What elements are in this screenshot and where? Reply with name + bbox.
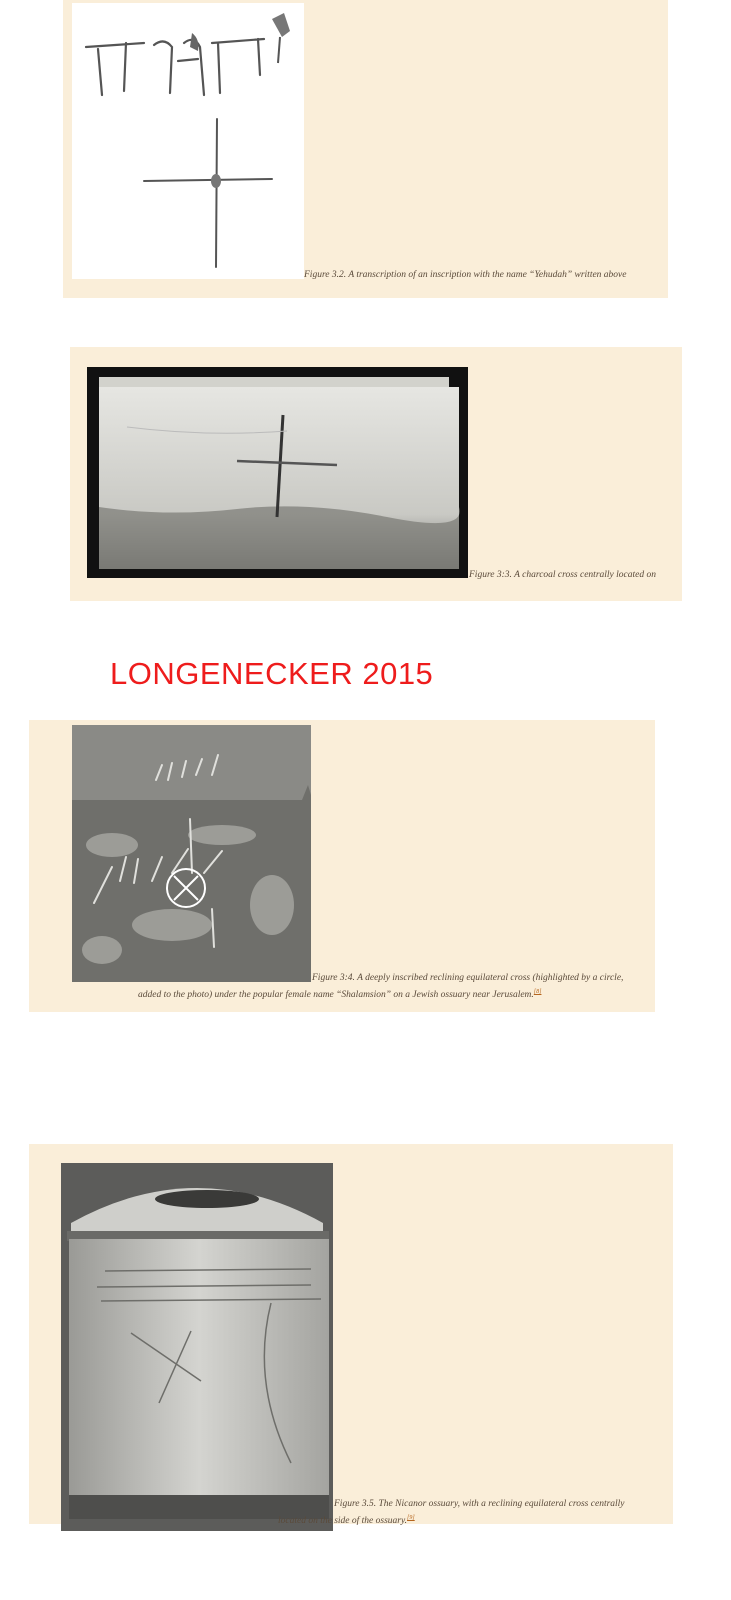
figure-3-5-caption-text: located on the side of the ossuary. (278, 1516, 408, 1527)
figure-panel-3-3 (70, 347, 682, 601)
footnote-link-9[interactable]: [9] (407, 1515, 415, 1521)
figure-3-2-caption: Figure 3.2. A transcription of an inscription with the name “Yehudah” written above (304, 270, 627, 280)
shalamsion-ossuary-photo (72, 725, 311, 982)
figure-3-5-caption-line1: Figure 3.5. The Nicanor ossuary, with a reclining equilateral cross centrally (334, 1499, 625, 1509)
nicanor-ossuary-photo (61, 1163, 333, 1531)
figure-3-4-caption-line1: Figure 3:4. A deeply inscribed reclining equilateral cross (highlighted by a circle, (312, 973, 624, 983)
figure-3-4-caption-text: added to the photo) under the popular female name “Shalamsion” on a Jewish ossuary near Jerusalem. (138, 990, 534, 1001)
figure-panel-3-5 (29, 1144, 673, 1527)
figure-panel-3-4 (29, 720, 655, 1012)
figure-3-4-caption-line2 (138, 985, 541, 1002)
figure-3-5-caption-line2 (278, 1511, 415, 1528)
figure-3-3-caption: Figure 3:3. A charcoal cross centrally located on (469, 570, 656, 580)
section-heading: LONGENECKER 2015 (110, 656, 434, 691)
charcoal-cross-ossuary-photo (87, 367, 468, 578)
footnote-link-8[interactable]: [8] (533, 989, 542, 995)
figure-panel-3-2 (63, 0, 668, 298)
yehudah-transcription-drawing (72, 3, 304, 279)
